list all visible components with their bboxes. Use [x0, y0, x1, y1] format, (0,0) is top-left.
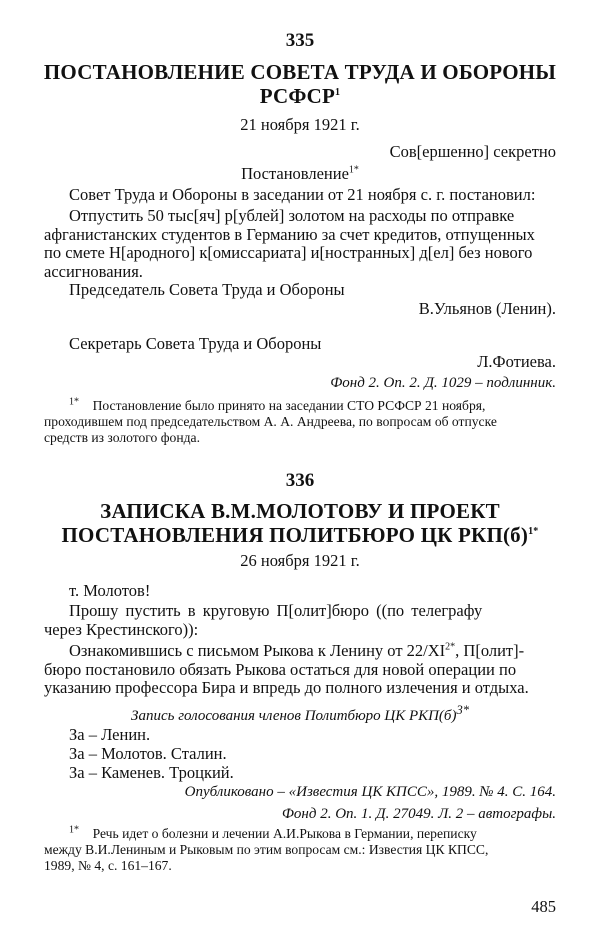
body-line: ассигнования.	[44, 262, 143, 281]
document-number-335: 335	[285, 30, 315, 51]
resolution-heading: Постановление$^{1*}$	[241, 164, 359, 183]
body-line: по смете Н[ародного] к[омиссариата] и[ностранных] д[ел] без нового	[44, 243, 533, 262]
document-title-335-line2: РСФСР$^1$	[259, 84, 341, 108]
body-line: указанию профессора Бира и впредь до полного излечения и отдыха.	[44, 678, 529, 697]
vote-line: За – Молотов. Сталин.	[69, 744, 227, 763]
archive-reference-335: Фонд 2. Оп. 2. Д. 1029 – подлинник.	[330, 375, 556, 391]
archive-reference-336: Фонд 2. Оп. 1. Д. 27049. Л. 2 – автографы.	[281, 806, 556, 822]
footnote-335-line2: проходившем под председательством А. А. Андреева, по вопросам об отпуске	[44, 414, 497, 429]
footnote-ref: 2*	[445, 641, 456, 653]
body-line: бюро постановило обязать Рыкова остаться для новой операции по	[44, 660, 517, 679]
footnote-335-line1: $^{1*}$ Постановление было принято на заседании СТО РСФСР 21 ноября,	[69, 396, 486, 413]
footnote-336-line2: между В.И.Лениным и Рыковым по этим вопросам см.: Известия ЦК КПСС,	[44, 842, 489, 857]
vote-heading: Запись голосования членов Политбюро ЦК $РКП(б)^{3*}$	[131, 703, 469, 724]
publication-reference: Опубликовано – «Известия ЦК КПСС», 1989. № 4. С. 164.	[184, 784, 556, 800]
footnote-ref: 1*	[348, 164, 359, 176]
document-title-335-line1: ПОСТАНОВЛЕНИЕ СОВЕТА ТРУДА И ОБОРОНЫ	[43, 60, 557, 84]
footnote-mark: 1*	[69, 396, 79, 408]
secretary-title: Секретарь Совета Труда и Обороны	[69, 334, 322, 353]
vote-line: За – Ленин.	[69, 725, 151, 744]
secretary-signature: Л.Фотиева.	[477, 352, 556, 371]
vote-line: За – Каменев. Троцкий.	[69, 763, 234, 782]
body-line: Совет Труда и Обороны в заседании от 21 ноября с. г. постановил:	[69, 185, 536, 204]
document-number-336: 336	[285, 470, 315, 491]
page-number: 485	[531, 897, 556, 916]
document-date-335: 21 ноября 1921 г.	[240, 115, 360, 134]
body-line: через Крестинского)):	[44, 620, 199, 639]
footnote-336-line1: $^{1*}$ Речь идет о болезни и лечении А.И.Рыкова в Германии, переписку	[69, 824, 477, 841]
document-title-336-line1: ЗАПИСКА В.М.МОЛОТОВУ И ПРОЕКТ	[100, 499, 500, 523]
body-line: афганистанских студентов в Германию за счет кредитов, отпущенных	[44, 225, 535, 244]
footnote-336-line3: 1989, № 4, с. 161–167.	[44, 858, 172, 873]
document-date-336: 26 ноября 1921 г.	[240, 551, 360, 570]
footnote-mark: 1*	[69, 824, 79, 836]
chairman-signature: В.Ульянов (Ленин).	[418, 299, 556, 318]
body-line: Ознакомившись с письмом Рыкова к Ленину от $22/XI^{2*}$, П[олит]-	[69, 641, 525, 660]
footnote-ref: 3*	[456, 703, 469, 717]
document-title-336-line2: ПОСТАНОВЛЕНИЯ ПОЛИТБЮРО ЦК $РКП(б)^{1*}$	[61, 523, 539, 547]
footnote-ref: 1	[335, 87, 341, 98]
footnote-ref: 1*	[528, 526, 539, 537]
body-line: Прошу пустить в круговую П[олит]бюро ((по телеграфу	[69, 601, 483, 620]
body-line: Отпустить 50 тыс[яч] р[ублей] золотом на расходы по отправке	[69, 206, 515, 225]
footnote-335-line3: средств из золотого фонда.	[44, 430, 200, 445]
secrecy-mark: Сов[ершенно] секретно	[389, 142, 556, 161]
chairman-title: Председатель Совета Труда и Обороны	[69, 280, 345, 299]
salutation: т. Молотов!	[69, 581, 151, 600]
